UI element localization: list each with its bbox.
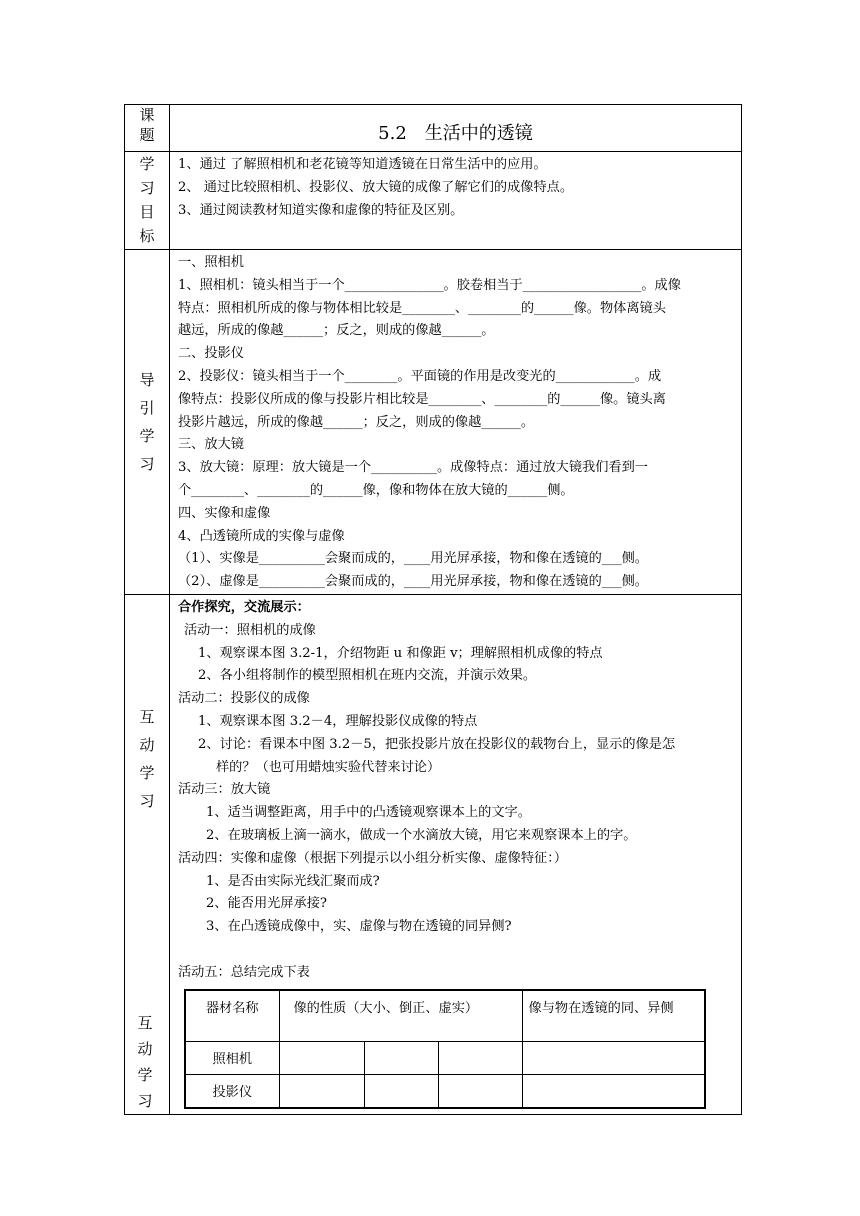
guide-row (125, 250, 742, 595)
activity-line: 活动四：实像和虚像（根据下列提示以小组分析实像、虚像特征：） (178, 850, 568, 866)
activity-line: 活动二：投影仪的成像 (178, 691, 310, 707)
answer-cell[interactable] (279, 1041, 364, 1074)
goal-line: 3、通过阅读教材知道实像和虚像的特征及区别。 (178, 202, 464, 218)
answer-cell[interactable] (522, 1074, 705, 1108)
label-char: 动 (139, 735, 155, 754)
label-char: 习 (139, 791, 155, 810)
topic-label (125, 105, 170, 152)
guide-line: 越远，所成的像越______；反之，则成的像越______。 (178, 323, 495, 339)
summary-table (184, 989, 706, 1109)
guide-line: 三、放大镜 (178, 437, 244, 453)
label-char: 目 (139, 203, 155, 221)
guide-line: 一、照相机 (178, 255, 244, 270)
answer-cell[interactable] (364, 1074, 438, 1108)
label-char: 互 (137, 1013, 153, 1032)
guide-line: （1）、实像是__________会聚而成的，____用光屏承接，物和像在透镜的___侧。 (178, 551, 648, 567)
goals-label (125, 152, 170, 250)
guide-line: 1、照相机：镜头相当于一个_______________。胶卷相当于__________________。成像 (178, 277, 681, 293)
activity-line: 2、能否用光屏承接? (206, 896, 327, 912)
label-char: 导 (139, 370, 155, 389)
guide-line: 2、投影仪：镜头相当于一个________。平面镜的作用是改变光的____________。成 (178, 368, 662, 384)
summary-row-camera (185, 1041, 705, 1074)
label-char: 学 (137, 1065, 153, 1084)
goals-row (125, 152, 742, 250)
answer-cell[interactable] (522, 1041, 705, 1074)
header-image-side: 像与物在透镜的同、异侧 (522, 990, 705, 1042)
activity-line: 2、讨论：看课本中图 3.2－5，把张投影片放在投影仪的载物台上，显示的像是怎 (198, 736, 676, 752)
guide-line: 特点：照相机所成的像与物体相比较是________、________的______像。物体离镜头 (178, 300, 666, 316)
guide-line: （2）、虚像是__________会聚而成的，____用光屏承接，物和像在透镜的___侧。 (178, 574, 648, 590)
label-char: 习 (137, 1091, 153, 1110)
activity-line: 3、在凸透镜成像中，实、虚像与物在透镜的同异侧? (206, 919, 512, 935)
activity-line: 样的？（也可用蜡烛实验代替来讨论） (216, 759, 441, 775)
label-char: 学 (139, 155, 155, 173)
interact-label-bottom (125, 1010, 165, 1114)
header-equipment: 器材名称 (185, 990, 279, 1042)
interact-label (125, 594, 170, 1114)
activity-line: 1、观察课本图 3.2－4，理解投影仪成像的特点 (198, 713, 478, 729)
guide-line: 投影片越远，所成的像越______；反之，则成的像越______。 (178, 414, 535, 430)
guide-line: 四、实像和虚像 (178, 505, 271, 521)
answer-cell[interactable] (364, 1041, 438, 1074)
label-char: 课 (139, 106, 155, 124)
answer-cell[interactable] (438, 1074, 522, 1108)
activity-line: 1、适当调整距离，用手中的凸透镜观察课本上的文字。 (206, 805, 531, 821)
activity-line: 2、在玻璃板上滴一滴水，做成一个水滴放大镜，用它来观察课本上的字。 (206, 827, 637, 843)
activity-line: 1、是否由实际光线汇聚而成? (206, 873, 380, 889)
guide-label (125, 250, 170, 595)
guide-line: 个________、________的______像，像和物体在放大镜的______侧。 (178, 482, 574, 498)
interact-row (125, 594, 742, 1114)
interact-heading: 合作探究，交流展示： (178, 599, 310, 615)
activity-line: 活动三：放大镜 (178, 782, 271, 798)
guide-line: 4、凸透镜所成的实像与虚像 (178, 528, 345, 544)
interact-cell (170, 594, 742, 1114)
goal-line: 2、 通过比较照相机、投影仪、放大镜的成像了解它们的成像特点。 (178, 179, 574, 195)
label-char: 学 (139, 426, 155, 445)
answer-cell[interactable] (279, 1074, 364, 1108)
label-char: 学 (139, 763, 155, 782)
guide-line: 像特点：投影仪所成的像与投影片相比较是________、________的______像。镜头离 (178, 391, 666, 407)
answer-cell[interactable] (438, 1041, 522, 1074)
label-char: 互 (139, 707, 155, 726)
page-title: 5.2 生活中的透镜 (378, 123, 533, 144)
activity-line: 活动一：照相机的成像 (184, 622, 316, 638)
label-char: 动 (137, 1039, 153, 1058)
topic-title-cell (170, 105, 742, 152)
guide-cell (170, 250, 742, 595)
lesson-table (124, 104, 742, 1115)
guide-line: 二、投影仪 (178, 346, 244, 362)
goal-line: 1、通过 了解照相机和老花镜等知道透镜在日常生活中的应用。 (178, 157, 547, 172)
row-label-projector: 投影仪 (185, 1074, 279, 1108)
summary-row-projector (185, 1074, 705, 1108)
worksheet (124, 104, 742, 1115)
interact-label-top (125, 703, 169, 815)
header-image-properties: 像的性质（大小、倒正、虚实） (279, 990, 522, 1042)
activity-line: 活动五：总结完成下表 (178, 964, 310, 980)
row-label-camera: 照相机 (185, 1041, 279, 1074)
label-char: 引 (139, 398, 155, 417)
activity-line: 2、各小组将制作的模型照相机在班内交流，并演示效果。 (198, 668, 537, 684)
label-char: 习 (139, 454, 155, 473)
activity-line: 1、观察课本图 3.2-1，介绍物距 u 和像距 v；理解照相机成像的特点 (198, 645, 603, 661)
label-char: 题 (139, 126, 155, 144)
goals-cell (170, 152, 742, 250)
label-char: 标 (139, 227, 155, 245)
summary-header-row (185, 990, 705, 1042)
label-char: 习 (139, 179, 155, 197)
topic-row (125, 105, 742, 152)
activity-line (170, 939, 741, 962)
guide-line: 3、放大镜：原理：放大镜是一个__________。成像特点：通过放大镜我们看到一 (178, 460, 648, 476)
